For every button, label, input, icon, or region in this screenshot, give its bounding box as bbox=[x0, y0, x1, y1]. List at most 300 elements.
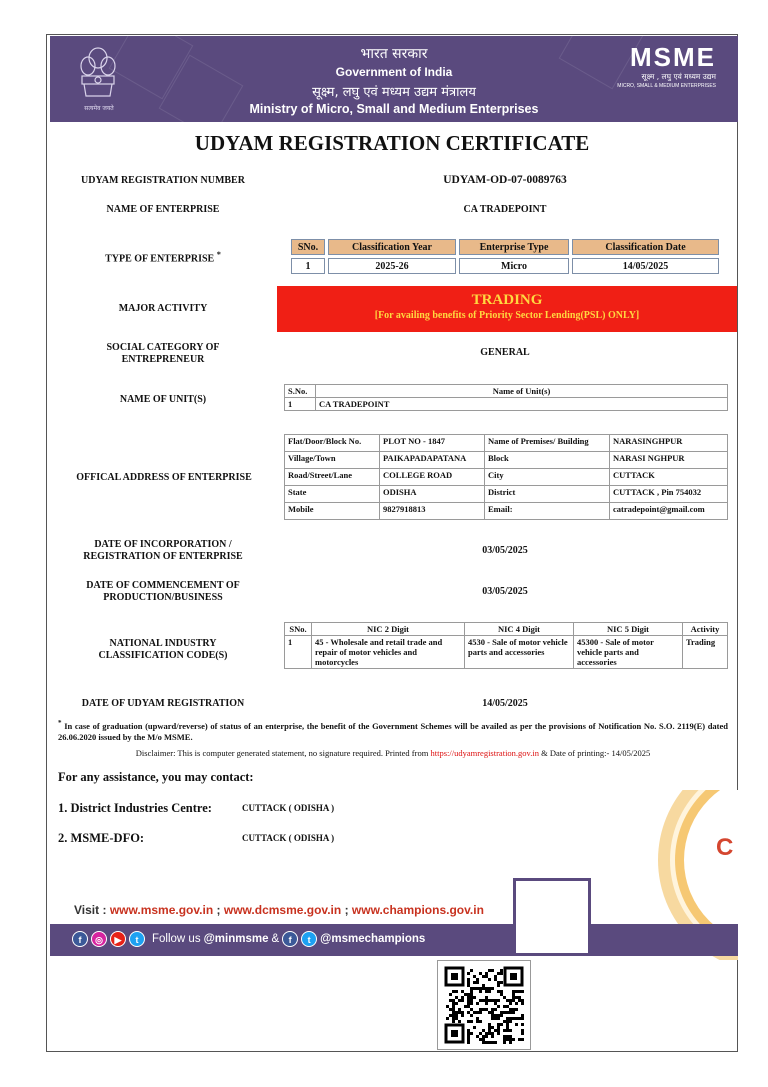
qr-module bbox=[488, 1032, 491, 1035]
qr-module bbox=[467, 1032, 470, 1035]
table-header: NIC 4 Digit bbox=[465, 623, 574, 636]
qr-module bbox=[518, 990, 521, 993]
qr-module bbox=[452, 1011, 455, 1014]
qr-module bbox=[482, 1038, 485, 1041]
qr-module bbox=[491, 1011, 494, 1014]
qr-module bbox=[497, 972, 500, 975]
qr-module bbox=[467, 1041, 470, 1044]
qr-module bbox=[470, 990, 473, 993]
qr-module bbox=[506, 1005, 509, 1008]
qr-module bbox=[506, 1026, 509, 1029]
qr-module bbox=[506, 1029, 509, 1032]
qr-module bbox=[458, 1020, 461, 1023]
qr-code bbox=[437, 960, 531, 1050]
qr-module bbox=[479, 999, 482, 1002]
msmechampions-handle[interactable]: @msmechampions bbox=[320, 933, 426, 945]
table-header: SNo. bbox=[291, 239, 325, 255]
qr-module bbox=[515, 1017, 518, 1020]
email-value: catradepoint@gmail.com bbox=[610, 503, 728, 520]
reg-no-label: UDYAM REGISTRATION NUMBER bbox=[81, 175, 245, 186]
qr-module bbox=[467, 1035, 470, 1038]
qr-module bbox=[452, 1002, 455, 1005]
qr-module bbox=[497, 984, 500, 987]
qr-module bbox=[473, 996, 476, 999]
amp: & bbox=[271, 933, 280, 945]
qr-module bbox=[455, 1014, 458, 1017]
qr-module bbox=[521, 1014, 524, 1017]
social-category-value: GENERAL bbox=[480, 347, 530, 358]
qr-module bbox=[452, 990, 455, 993]
qr-module bbox=[500, 1023, 503, 1026]
qr-module bbox=[500, 981, 503, 984]
qr-module bbox=[503, 996, 506, 999]
qr-module bbox=[470, 969, 473, 972]
qr-module bbox=[500, 1011, 503, 1014]
major-activity-note: [For availing benefits of Priority Sector Lending(PSL) ONLY] bbox=[374, 310, 640, 321]
visit-line bbox=[74, 903, 484, 917]
qr-module bbox=[467, 993, 470, 996]
enterprise-type-label bbox=[58, 249, 268, 265]
qr-module bbox=[470, 1032, 473, 1035]
table-header: Name of Unit(s) bbox=[316, 385, 728, 398]
qr-module bbox=[470, 996, 473, 999]
qr-module bbox=[506, 1038, 509, 1041]
twitter-icon[interactable]: t bbox=[301, 931, 317, 947]
qr-module bbox=[494, 1017, 497, 1020]
dfo-label: 2. MSME-DFO: bbox=[58, 831, 145, 845]
enterprise-name-value: CA TRADEPOINT bbox=[463, 204, 547, 215]
qr-module bbox=[500, 1014, 503, 1017]
qr-module bbox=[503, 1005, 506, 1008]
qr-module bbox=[479, 1008, 482, 1011]
qr-module bbox=[452, 1017, 455, 1020]
table-cell: CUTTACK bbox=[610, 469, 728, 486]
qr-module bbox=[473, 975, 476, 978]
minmsme-handle[interactable]: @minmsme bbox=[203, 933, 269, 945]
qr-module bbox=[515, 1023, 518, 1026]
qr-module bbox=[503, 1029, 506, 1032]
table-row bbox=[285, 503, 728, 520]
graduation-note bbox=[58, 718, 728, 743]
qr-module bbox=[488, 1011, 491, 1014]
qr-module bbox=[503, 1041, 506, 1044]
classification-table bbox=[288, 236, 722, 277]
qr-module bbox=[494, 1008, 497, 1011]
ministry-english: Ministry of Micro, Small and Medium Enterprises bbox=[249, 102, 539, 116]
twitter-icon[interactable]: t bbox=[129, 931, 145, 947]
table-header: NIC 2 Digit bbox=[312, 623, 465, 636]
qr-module bbox=[470, 999, 473, 1002]
dic-value: CUTTACK ( ODISHA ) bbox=[242, 803, 335, 813]
qr-module bbox=[512, 990, 515, 993]
qr-module bbox=[482, 987, 485, 990]
champions-letter: C bbox=[716, 834, 734, 861]
table-cell: 4530 - Sale of motor vehicle parts and accessories bbox=[465, 636, 574, 669]
qr-module bbox=[449, 993, 452, 996]
qr-module bbox=[518, 1038, 521, 1041]
table-cell: 1 bbox=[291, 258, 325, 274]
qr-module bbox=[470, 1002, 473, 1005]
qr-module bbox=[521, 1002, 524, 1005]
qr-module bbox=[500, 972, 503, 975]
table-cell: Road/Street/Lane bbox=[285, 469, 380, 486]
qr-module bbox=[485, 1041, 488, 1044]
disclaimer-text: Disclaimer: This is computer generated statement, no signature required. Printed from bbox=[135, 748, 429, 758]
qr-module bbox=[449, 999, 452, 1002]
qr-module bbox=[500, 969, 503, 972]
certificate-title: UDYAM REGISTRATION CERTIFICATE bbox=[194, 131, 590, 155]
qr-module bbox=[485, 972, 488, 975]
qr-module bbox=[518, 999, 521, 1002]
qr-module bbox=[494, 1002, 497, 1005]
separator: ; bbox=[216, 903, 221, 917]
qr-module bbox=[476, 1035, 479, 1038]
qr-module bbox=[458, 1008, 461, 1011]
table-cell: 45 - Wholesale and retail trade and repair of motor vehicles and motorcycles bbox=[312, 636, 465, 669]
qr-module bbox=[497, 1005, 500, 1008]
qr-module bbox=[500, 993, 503, 996]
qr-module bbox=[512, 993, 515, 996]
qr-module bbox=[467, 1005, 470, 1008]
qr-module bbox=[509, 1029, 512, 1032]
table-cell: CA TRADEPOINT bbox=[316, 398, 728, 411]
qr-module bbox=[467, 999, 470, 1002]
qr-module bbox=[476, 1020, 479, 1023]
qr-module bbox=[464, 1005, 467, 1008]
qr-module bbox=[491, 1014, 494, 1017]
table-cell: 2025-26 bbox=[328, 258, 456, 274]
dfo-value: CUTTACK ( ODISHA ) bbox=[242, 833, 335, 843]
qr-module bbox=[446, 1017, 449, 1020]
table-cell: NARASI NGHPUR bbox=[610, 452, 728, 469]
qr-module bbox=[509, 1020, 512, 1023]
qr-module bbox=[482, 1035, 485, 1038]
qr-module bbox=[455, 1017, 458, 1020]
dcmsme-site-link[interactable]: www.dcmsme.gov.in bbox=[223, 903, 342, 917]
commencement-label: DATE OF COMMENCEMENT OF PRODUCTION/BUSINESS bbox=[86, 580, 240, 603]
qr-module bbox=[497, 1023, 500, 1026]
qr-module bbox=[506, 1035, 509, 1038]
enterprise-type-label-text: TYPE OF ENTERPRISE bbox=[105, 253, 215, 265]
dic-label: 1. District Industries Centre: bbox=[58, 801, 212, 815]
incorporation-value: 03/05/2025 bbox=[482, 545, 528, 556]
qr-module bbox=[461, 996, 464, 999]
qr-module bbox=[458, 999, 461, 1002]
qr-module bbox=[476, 1017, 479, 1020]
qr-module bbox=[491, 999, 494, 1002]
qr-module bbox=[485, 999, 488, 1002]
qr-module bbox=[467, 1002, 470, 1005]
qr-module bbox=[488, 999, 491, 1002]
qr-module bbox=[497, 981, 500, 984]
qr-module bbox=[509, 1011, 512, 1014]
qr-module bbox=[461, 1014, 464, 1017]
qr-module bbox=[491, 1008, 494, 1011]
qr-module bbox=[452, 1020, 455, 1023]
qr-module bbox=[509, 1041, 512, 1044]
champions-site-link[interactable]: www.champions.gov.in bbox=[351, 903, 484, 917]
qr-module bbox=[491, 969, 494, 972]
qr-module bbox=[488, 1023, 491, 1026]
qr-module bbox=[464, 993, 467, 996]
qr-module bbox=[470, 993, 473, 996]
table-row bbox=[285, 486, 728, 503]
qr-module bbox=[509, 1008, 512, 1011]
qr-module bbox=[512, 1011, 515, 1014]
qr-module bbox=[503, 1038, 506, 1041]
table-cell: Mobile bbox=[285, 503, 380, 520]
qr-module bbox=[485, 996, 488, 999]
qr-module bbox=[515, 1002, 518, 1005]
qr-module bbox=[503, 1020, 506, 1023]
qr-module bbox=[479, 1032, 482, 1035]
qr-module bbox=[491, 1035, 494, 1038]
qr-module bbox=[521, 999, 524, 1002]
qr-module bbox=[494, 975, 497, 978]
qr-module bbox=[488, 987, 491, 990]
qr-module bbox=[449, 1014, 452, 1017]
qr-module bbox=[482, 999, 485, 1002]
qr-module bbox=[521, 1029, 524, 1032]
table-header: NIC 5 Digit bbox=[574, 623, 683, 636]
qr-module bbox=[476, 978, 479, 981]
qr-module bbox=[491, 1032, 494, 1035]
nic-label: NATIONAL INDUSTRY CLASSIFICATION CODE(S) bbox=[98, 638, 228, 661]
qr-module bbox=[485, 1035, 488, 1038]
qr-module bbox=[521, 1023, 524, 1026]
table-cell: Micro bbox=[459, 258, 569, 274]
qr-module bbox=[494, 978, 497, 981]
qr-module bbox=[488, 969, 491, 972]
qr-module bbox=[479, 990, 482, 993]
qr-module bbox=[470, 1014, 473, 1017]
social-category-label: SOCIAL CATEGORY OF ENTREPRENEUR bbox=[106, 342, 220, 365]
visit-label: Visit : bbox=[74, 903, 107, 917]
qr-module bbox=[515, 996, 518, 999]
table-row bbox=[285, 435, 728, 452]
qr-module bbox=[506, 1023, 509, 1026]
qr-module bbox=[521, 1032, 524, 1035]
disclaimer bbox=[58, 748, 728, 758]
qr-module bbox=[494, 1014, 497, 1017]
qr-module bbox=[476, 1011, 479, 1014]
qr-module bbox=[506, 1011, 509, 1014]
qr-module bbox=[461, 990, 464, 993]
qr-module bbox=[467, 996, 470, 999]
facebook-icon[interactable]: f bbox=[72, 931, 88, 947]
qr-module bbox=[455, 1002, 458, 1005]
table-cell: Trading bbox=[683, 636, 728, 669]
qr-module bbox=[479, 1011, 482, 1014]
address-label: OFFICAL ADDRESS OF ENTERPRISE bbox=[76, 472, 252, 483]
qr-module bbox=[467, 981, 470, 984]
major-activity-label: MAJOR ACTIVITY bbox=[118, 303, 208, 314]
qr-module bbox=[488, 1029, 491, 1032]
qr-module bbox=[485, 1032, 488, 1035]
qr-module bbox=[473, 981, 476, 984]
qr-module bbox=[497, 1014, 500, 1017]
table-cell: Block bbox=[485, 452, 610, 469]
qr-module bbox=[494, 999, 497, 1002]
qr-module bbox=[488, 1041, 491, 1044]
qr-module bbox=[485, 987, 488, 990]
major-activity-box bbox=[277, 286, 737, 332]
nic-table bbox=[284, 622, 728, 669]
qr-module bbox=[467, 972, 470, 975]
separator: ; bbox=[344, 903, 349, 917]
udyam-date-label: DATE OF UDYAM REGISTRATION bbox=[81, 698, 245, 709]
table-header: Classification Date bbox=[572, 239, 719, 255]
qr-module bbox=[491, 987, 494, 990]
address-table bbox=[284, 434, 728, 520]
table-cell: 14/05/2025 bbox=[572, 258, 719, 274]
qr-module bbox=[482, 1041, 485, 1044]
table-cell: 1 bbox=[285, 636, 312, 669]
table-cell: 45300 - Sale of motor vehicle parts and accessories bbox=[574, 636, 683, 669]
commencement-value: 03/05/2025 bbox=[482, 586, 528, 597]
table-cell: District bbox=[485, 486, 610, 503]
qr-module bbox=[491, 1041, 494, 1044]
table-cell: COLLEGE ROAD bbox=[380, 469, 485, 486]
header-banner bbox=[50, 36, 738, 122]
qr-module bbox=[455, 990, 458, 993]
table-header: Classification Year bbox=[328, 239, 456, 255]
qr-module bbox=[488, 978, 491, 981]
qr-module bbox=[497, 990, 500, 993]
table-row bbox=[285, 469, 728, 486]
msme-logo-hindi: सूक्ष्म , लघु एवं मध्यम उद्यम bbox=[641, 72, 716, 81]
qr-module bbox=[497, 1017, 500, 1020]
ministry-hindi: सूक्ष्म, लघु एवं मध्यम उद्यम मंत्रालय bbox=[312, 85, 476, 100]
qr-module bbox=[482, 984, 485, 987]
qr-module bbox=[485, 975, 488, 978]
qr-module bbox=[503, 1035, 506, 1038]
qr-module bbox=[509, 1002, 512, 1005]
table-cell: ODISHA bbox=[380, 486, 485, 503]
major-activity-value: TRADING bbox=[471, 292, 543, 308]
qr-module bbox=[518, 1017, 521, 1020]
table-cell: PLOT NO - 1847 bbox=[380, 435, 485, 452]
udyam-date-value: 14/05/2025 bbox=[482, 698, 528, 709]
qr-module bbox=[515, 990, 518, 993]
qr-module bbox=[467, 1011, 470, 1014]
qr-module bbox=[476, 987, 479, 990]
qr-module bbox=[509, 999, 512, 1002]
qr-module bbox=[479, 987, 482, 990]
follow-label: Follow us bbox=[152, 933, 201, 945]
qr-module bbox=[461, 1011, 464, 1014]
qr-module bbox=[446, 1005, 449, 1008]
table-header: Enterprise Type bbox=[459, 239, 569, 255]
qr-module bbox=[452, 1005, 455, 1008]
instagram-icon[interactable]: ◎ bbox=[91, 931, 107, 947]
qr-module bbox=[497, 1026, 500, 1029]
table-cell: Name of Premises/ Building bbox=[485, 435, 610, 452]
govt-hindi: भारत सरकार bbox=[360, 46, 428, 62]
table-cell: CUTTACK , Pin 754032 bbox=[610, 486, 728, 503]
qr-module bbox=[482, 1008, 485, 1011]
qr-module bbox=[512, 1038, 515, 1041]
qr-module bbox=[509, 1038, 512, 1041]
qr-module bbox=[485, 1002, 488, 1005]
qr-module bbox=[476, 1002, 479, 1005]
msme-site-link[interactable]: www.msme.gov.in bbox=[109, 903, 214, 917]
qr-module bbox=[518, 996, 521, 999]
qr-module bbox=[452, 1014, 455, 1017]
qr-module bbox=[473, 987, 476, 990]
incorporation-label: DATE OF INCORPORATION / REGISTRATION OF ENTERPRISE bbox=[83, 539, 243, 562]
govt-english: Government of India bbox=[335, 65, 453, 79]
qr-module bbox=[521, 1017, 524, 1020]
qr-module bbox=[509, 1017, 512, 1020]
qr-module bbox=[491, 1017, 494, 1020]
qr-module bbox=[521, 1038, 524, 1041]
qr-module bbox=[482, 1029, 485, 1032]
table-cell: NARASINGHPUR bbox=[610, 435, 728, 452]
table-row bbox=[285, 452, 728, 469]
table-header: SNo. bbox=[285, 623, 312, 636]
qr-module bbox=[476, 981, 479, 984]
photo-placeholder bbox=[513, 878, 591, 956]
qr-module bbox=[479, 1020, 482, 1023]
table-cell: 9827918813 bbox=[380, 503, 485, 520]
qr-module bbox=[497, 999, 500, 1002]
qr-module bbox=[506, 1017, 509, 1020]
qr-module bbox=[497, 1029, 500, 1032]
qr-module bbox=[455, 1011, 458, 1014]
qr-module bbox=[521, 990, 524, 993]
table-cell: Village/Town bbox=[285, 452, 380, 469]
qr-module bbox=[506, 1020, 509, 1023]
qr-module bbox=[512, 996, 515, 999]
reg-no-value: UDYAM-OD-07-0089763 bbox=[443, 174, 567, 186]
qr-module bbox=[467, 978, 470, 981]
qr-module bbox=[467, 984, 470, 987]
qr-module bbox=[479, 1038, 482, 1041]
qr-module bbox=[488, 990, 491, 993]
qr-module bbox=[473, 1026, 476, 1029]
facebook-icon[interactable]: f bbox=[282, 931, 298, 947]
table-header: Activity bbox=[683, 623, 728, 636]
table-cell: PAIKAPADAPATANA bbox=[380, 452, 485, 469]
qr-module bbox=[512, 1008, 515, 1011]
qr-module bbox=[461, 999, 464, 1002]
qr-module bbox=[485, 1008, 488, 1011]
qr-module bbox=[473, 1011, 476, 1014]
qr-module bbox=[452, 999, 455, 1002]
table-cell: Flat/Door/Block No. bbox=[285, 435, 380, 452]
qr-module bbox=[482, 975, 485, 978]
qr-module bbox=[509, 1035, 512, 1038]
qr-module bbox=[512, 1017, 515, 1020]
qr-module bbox=[470, 987, 473, 990]
qr-module bbox=[497, 1032, 500, 1035]
emblem-caption: सत्यमेव जयते bbox=[84, 105, 114, 112]
print-date: & Date of printing:- 14/05/2025 bbox=[541, 748, 651, 758]
qr-module bbox=[503, 1011, 506, 1014]
youtube-icon[interactable]: ▶ bbox=[110, 931, 126, 947]
enterprise-type-star: * bbox=[216, 250, 221, 259]
qr-module bbox=[494, 1041, 497, 1044]
table-cell: City bbox=[485, 469, 610, 486]
table-cell: 1 bbox=[285, 398, 316, 411]
note-text: In case of graduation (upward/reverse) of status of an enterprise, the benefit of the Government Schemes will be availed as per the provisions of Notification No. S.O. 2119(E) dated 26.06.2020 issued by the M/o MSME. bbox=[58, 720, 729, 742]
qr-module bbox=[500, 990, 503, 993]
qr-module bbox=[491, 1026, 494, 1029]
table-cell: State bbox=[285, 486, 380, 503]
assistance-heading: For any assistance, you may contact: bbox=[58, 770, 254, 784]
udyam-link[interactable]: https://udyamregistration.gov.in bbox=[430, 748, 539, 758]
